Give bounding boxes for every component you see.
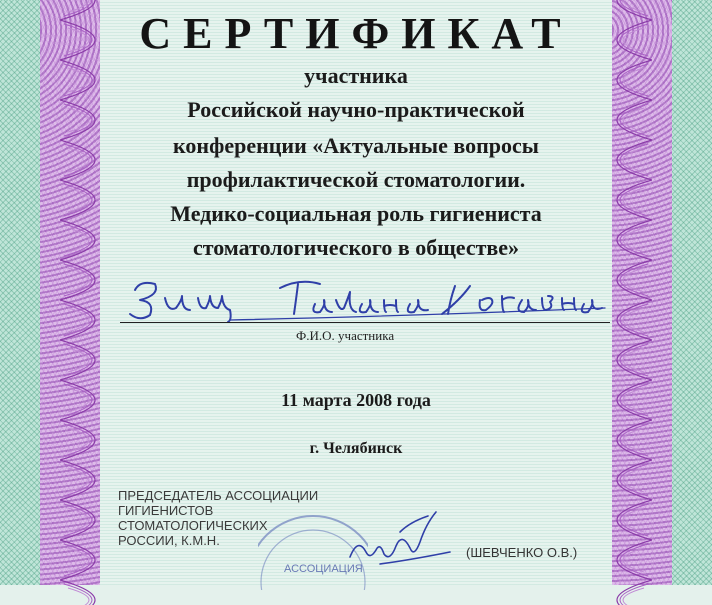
event-city: г. Челябинск [309,440,403,457]
participant-name-caption: Ф.И.О. участника [296,328,395,343]
signer-name: (ШЕВЧЕНКО О.В.) [466,545,578,560]
heading-line-participant: участника [304,63,408,88]
participant-name-underline [120,322,610,323]
chairperson-title-line: СТОМАТОЛОГИЧЕСКИХ [118,518,268,533]
heading-line-topic-1: конференции «Актуальные вопросы [173,133,539,158]
certificate-title: СЕРТИФИКАТ [139,9,573,58]
chairperson-title-line: ГИГИЕНИСТОВ [118,503,214,518]
chairperson-title [118,488,368,548]
participant-name-handwriting [110,270,610,330]
heading-line-topic-3: Медико-социальная роль гигиениста [170,201,542,226]
heading-line-topic-4: стоматологического в обществе» [192,235,520,260]
chairperson-signature [340,502,460,572]
heading-line-topic-2: профилактической стоматологии. [186,167,526,192]
svg-text:АССОЦИАЦИЯ: АССОЦИАЦИЯ [284,563,363,575]
heading-line-conference: Российской научно-практической [187,97,525,122]
chairperson-title-line: РОССИИ, К.М.Н. [118,533,220,548]
chairperson-title-line: ПРЕДСЕДАТЕЛЬ АССОЦИАЦИИ [118,488,319,503]
event-date: 11 марта 2008 года [281,390,431,410]
